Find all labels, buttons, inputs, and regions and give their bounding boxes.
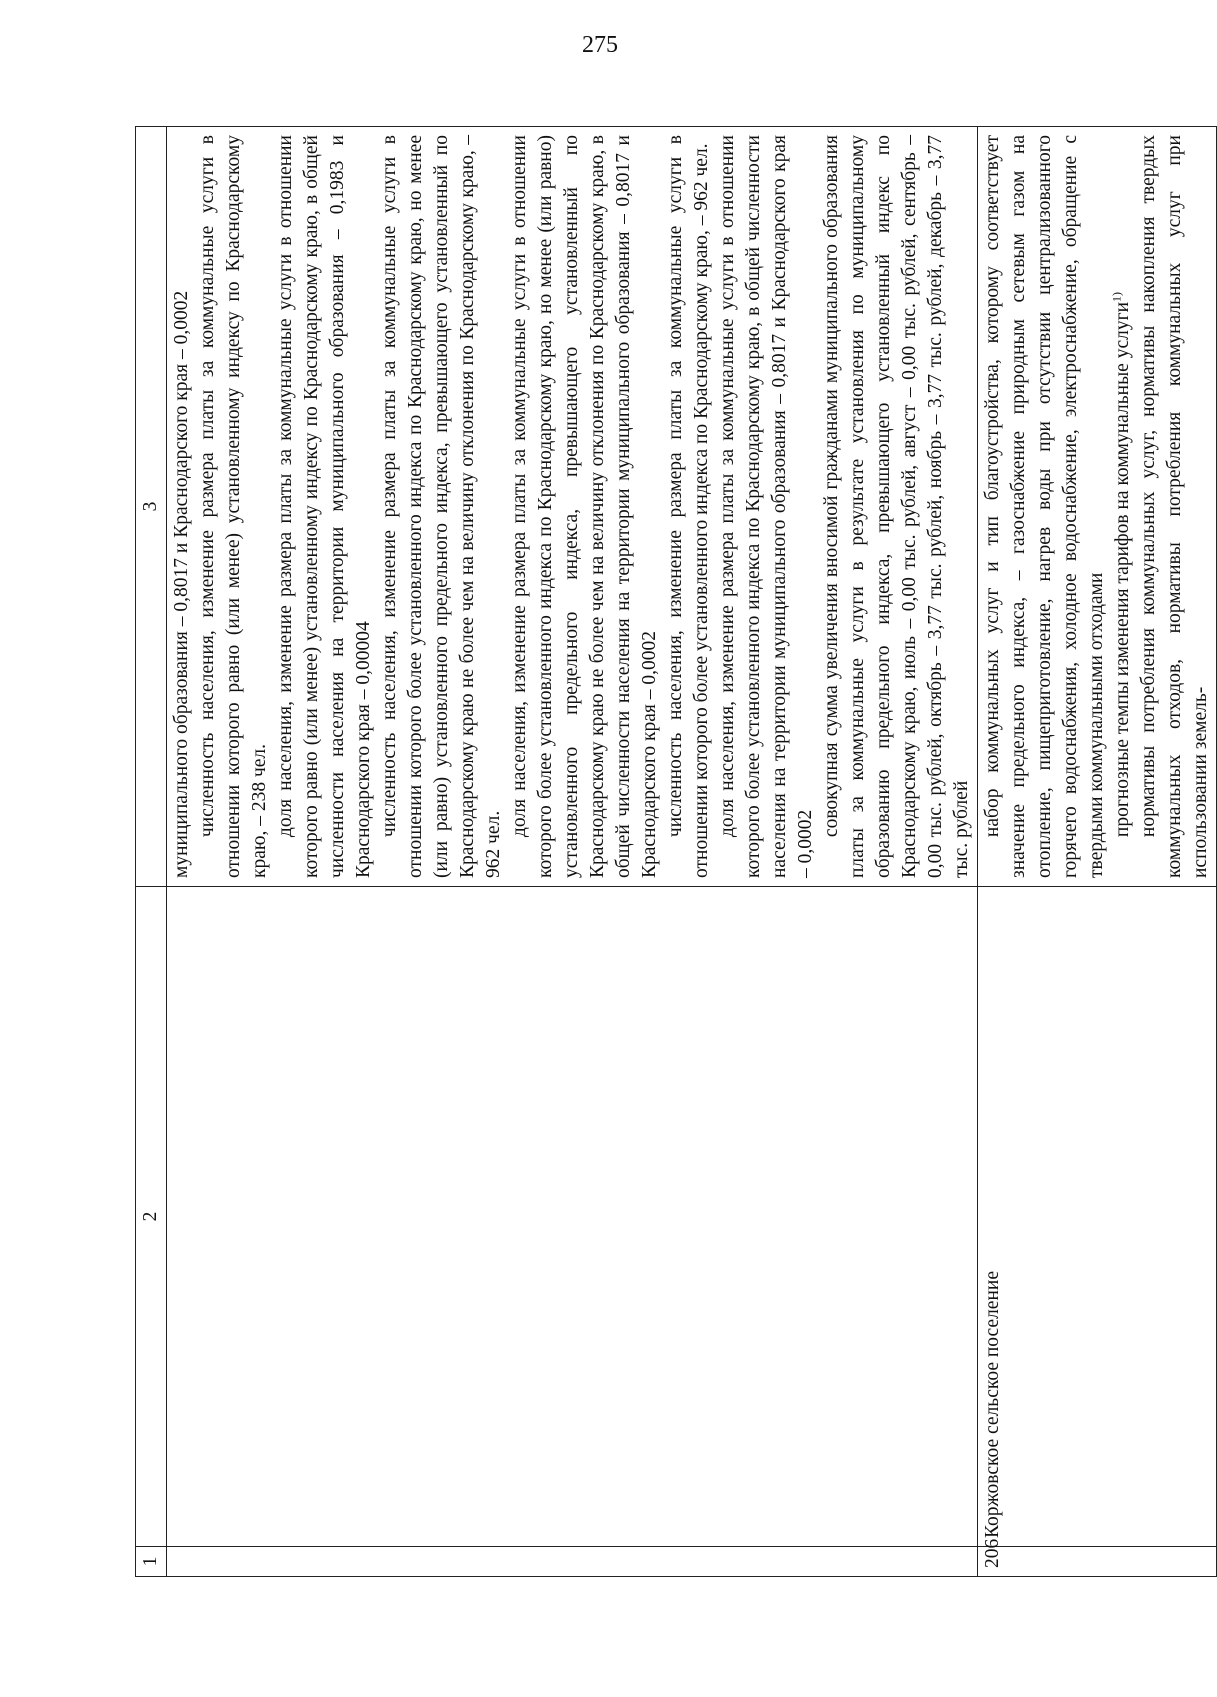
detail-text: прогнозные темпы изменения тарифов на коммунальные услуги xyxy=(1112,301,1133,838)
detail-paragraph: численность населения, изменение размера платы за коммунальные услуги в отношении которого более установленного индекса по Краснодарскому краю, но менее (или равно) установленного предельного индекса, превышающего установленный по Краснодарскому краю не более чем на величину отклонения по Краснодарскому краю, – 962 чел. xyxy=(379,135,504,878)
table-row-206 xyxy=(978,127,1217,1577)
header-col-1: 1 xyxy=(136,1547,167,1577)
detail-paragraph xyxy=(1110,135,1136,878)
row-name-cell xyxy=(167,887,978,1547)
header-col-3: 3 xyxy=(136,127,167,887)
row-details-cell xyxy=(978,127,1217,887)
detail-paragraph: численность населения, изменение размера платы за коммунальные услуги в отношении которого более установленного индекса по Краснодарскому краю, – 962 чел. xyxy=(665,135,712,878)
detail-paragraph: доля населения, изменение размера платы за коммунальные услуги в отношении которого более установленного индекса по Краснодарскому краю, в общей численности населения на территории муниципального образования – 0,8017 и Краснодарского края – 0,0002 xyxy=(717,135,816,878)
detail-paragraph: совокупная сумма увеличения вносимой гражданами муниципального образования платы за коммунальные услуги в результате установления по муниципальному образованию предельного индекса, превышающего установленный индекс по Краснодарскому краю, июль – 0,00 тыс. рублей, август – 0,00 тыс. рублей, сентябрь – 0,00 тыс. рублей, октябрь – 3,77 тыс. рублей, ноябрь – 3,77 тыс. рублей, декабрь – 3,77 тыс. рублей xyxy=(821,135,972,878)
detail-paragraph: доля населения, изменение размера платы за коммунальные услуги в отношении которого равно (или менее) установленному индексу по Краснодарскому краю, в общей численности населения на территории муниципального образования – 0,1983 и Краснодарского края – 0,00004 xyxy=(275,135,374,878)
header-col-2: 2 xyxy=(136,887,167,1547)
table-header-row xyxy=(136,127,167,1577)
row-number-cell: 206 xyxy=(978,1547,1217,1577)
detail-paragraph: численность населения, изменение размера платы за коммунальные услуги в отношении которого равно (или менее) установленному индексу по Краснодарскому краю, – 238 чел. xyxy=(197,135,270,878)
page-number: 275 xyxy=(582,32,618,58)
detail-paragraph: нормативы потребления коммунальных услуг, нормативы накопления твердых коммунальных отходов, нормативы потребления коммунальных услуг при использовании земель- xyxy=(1138,135,1211,878)
rotated-table-container xyxy=(135,127,1211,1577)
data-table xyxy=(135,126,1217,1577)
detail-paragraph: муниципального образования – 0,8017 и Краснодарского края – 0,0002 xyxy=(171,290,192,878)
row-number-cell xyxy=(167,1547,978,1577)
table-row-continued xyxy=(167,127,978,1577)
detail-paragraph: набор коммунальных услуг и тип благоустройства, которому соответствует значение предельного индекса, – газоснабжение природным сетевым газом на отопление, пищеприготовление, нагрев воды при отсутствии централизованного горячего водоснабжения, холодное водоснабжение, электроснабжение, обращение с твердыми коммунальными отходами xyxy=(982,135,1107,878)
footnote-marker: 1) xyxy=(1109,291,1124,302)
detail-paragraph: доля населения, изменение размера платы за коммунальные услуги в отношении которого более установленного индекса по Краснодарскому краю, но менее (или равно) установленного предельного индекса, превышающего установленный по Краснодарскому краю не более чем на величину отклонения по Краснодарскому краю, в общей численности населения на территории муниципального образования – 0,8017 и Краснодарского края – 0,0002 xyxy=(509,135,660,878)
row-details-cell xyxy=(167,127,978,887)
row-name-cell: Коржовское сельское поселение xyxy=(978,887,1217,1547)
